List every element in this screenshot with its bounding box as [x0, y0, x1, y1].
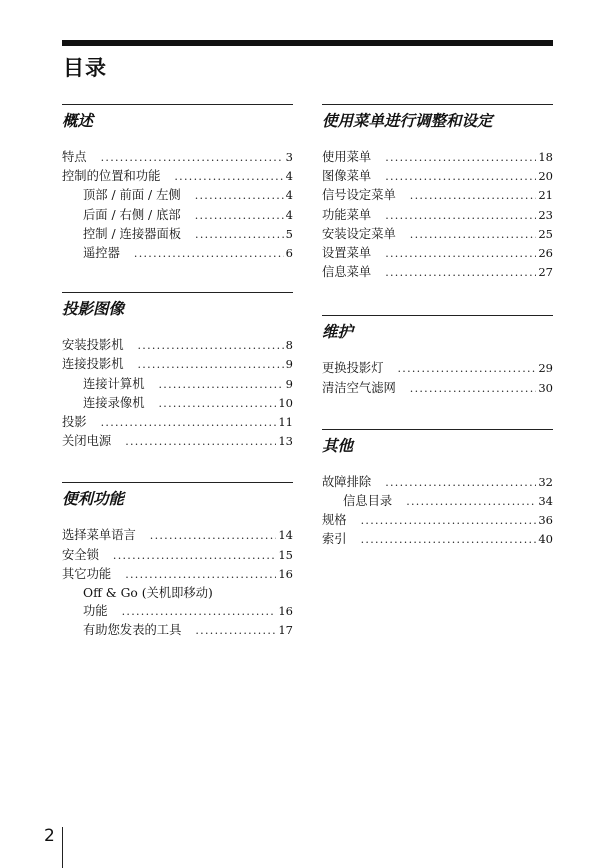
title-rule	[62, 40, 553, 46]
dot-leader	[410, 226, 537, 244]
toc-page-number: 4	[285, 207, 293, 222]
toc-page-number: 4	[285, 169, 293, 184]
dot-leader	[101, 149, 284, 167]
toc-entry[interactable]	[322, 473, 553, 492]
dot-leader	[125, 433, 276, 451]
toc-entry-text: 后面 / 右侧 / 底部	[83, 207, 181, 222]
dot-leader	[138, 356, 284, 374]
toc-page-number: 20	[538, 169, 553, 184]
dot-leader	[174, 168, 283, 186]
toc-section	[62, 292, 293, 451]
toc-entry[interactable]	[322, 244, 553, 263]
toc-entry-text: 控制 / 连接器面板	[83, 226, 182, 241]
toc-page-number: 25	[538, 226, 553, 241]
toc-page-number: 9	[285, 376, 293, 391]
section-title: 概述	[62, 112, 94, 130]
toc-entry-text: 投影	[62, 415, 87, 430]
toc-entry[interactable]	[62, 225, 293, 244]
toc-page-number: 23	[538, 207, 553, 222]
toc-section	[62, 482, 293, 640]
toc-entry[interactable]	[62, 621, 293, 640]
toc-entry-text: 索引	[322, 532, 347, 547]
toc-page-number: 27	[538, 265, 553, 280]
toc-entry-text: 图像菜单	[322, 169, 372, 184]
dot-leader	[410, 380, 537, 398]
toc-entry-text: 使用菜单	[322, 150, 372, 164]
toc-entry[interactable]	[322, 530, 553, 549]
section-title: 使用菜单进行调整和设定	[322, 112, 493, 130]
toc-entry[interactable]	[62, 394, 293, 413]
toc-entry[interactable]	[62, 432, 293, 451]
toc-column-right	[322, 104, 553, 550]
toc-entry[interactable]	[62, 546, 293, 565]
toc-entry-text: 规格	[322, 513, 347, 528]
toc-entry-text: Off & Go (关机即移动)	[83, 586, 213, 601]
dot-leader	[159, 376, 284, 394]
dot-leader	[385, 168, 536, 186]
toc-entry[interactable]	[322, 148, 553, 167]
toc-column-left	[62, 104, 293, 641]
toc-entry[interactable]	[62, 186, 293, 205]
dot-leader	[385, 264, 536, 282]
toc-page-number: 3	[285, 150, 293, 164]
toc-entry[interactable]	[62, 355, 293, 374]
toc-entry-text: 故障排除	[322, 474, 372, 489]
toc-section	[322, 429, 553, 550]
toc-entry[interactable]	[62, 565, 293, 584]
section-title: 其他	[322, 436, 354, 455]
toc-entry-text: 选择菜单语言	[62, 528, 136, 543]
dot-leader	[134, 245, 284, 263]
toc-entry-text: 顶部 / 前面 / 左侧	[83, 188, 181, 203]
toc-entry[interactable]	[62, 167, 293, 186]
toc-entry-text: 有助您发表的工具	[83, 623, 182, 638]
dot-leader	[361, 512, 537, 530]
dot-leader	[195, 207, 284, 225]
dot-leader	[101, 414, 277, 432]
toc-entry-text: 其它功能	[62, 566, 112, 581]
dot-leader	[138, 337, 284, 355]
toc-entry-text: 安装设定菜单	[322, 226, 396, 241]
dot-leader	[125, 566, 276, 584]
toc-page-number: 14	[278, 528, 293, 543]
toc-entry[interactable]	[62, 526, 293, 545]
dot-leader	[385, 474, 536, 492]
section-title: 投影图像	[62, 300, 125, 319]
toc-entry-text: 信息菜单	[322, 265, 372, 280]
toc-entry-text: 设置菜单	[322, 246, 372, 261]
dot-leader	[406, 493, 536, 511]
toc-entry-text: 遥控器	[83, 246, 120, 261]
dot-leader	[122, 603, 277, 621]
toc-entry[interactable]	[62, 336, 293, 355]
toc-entry-text: 更换投影灯	[322, 361, 384, 376]
dot-leader	[398, 360, 537, 378]
toc-entry-text: 连接投影机	[62, 357, 124, 372]
toc-page-number: 10	[278, 395, 293, 410]
page-number: 2	[44, 826, 55, 846]
dot-leader	[195, 226, 284, 244]
toc-page-number: 4	[285, 188, 293, 203]
page-title: 目录	[63, 56, 107, 80]
toc-entry-text: 关闭电源	[62, 434, 112, 449]
toc-entry[interactable]	[322, 492, 553, 511]
toc-page-number: 32	[538, 474, 553, 489]
toc-entry-text: 特点	[62, 150, 87, 164]
toc-page-number: 29	[538, 361, 553, 376]
dot-leader	[385, 245, 536, 263]
toc-page-number: 11	[278, 415, 293, 430]
toc-entry[interactable]	[62, 244, 293, 263]
toc-page-number: 26	[538, 246, 553, 261]
toc-page-number: 16	[278, 604, 293, 619]
toc-entry[interactable]	[322, 511, 553, 530]
footer-rule	[62, 827, 63, 868]
toc-entry[interactable]	[322, 225, 553, 244]
toc-page-number: 13	[278, 434, 293, 449]
dot-leader	[150, 527, 277, 545]
toc-entry-text: 连接计算机	[83, 376, 145, 391]
dot-leader	[159, 395, 277, 413]
toc-section	[62, 104, 293, 263]
toc-entry[interactable]	[322, 167, 553, 186]
toc-entry[interactable]	[62, 148, 293, 167]
toc-page-number: 17	[278, 623, 293, 638]
toc-entry[interactable]	[62, 375, 293, 394]
dot-leader	[195, 622, 276, 640]
toc-entry-text: 清洁空气滤网	[322, 380, 396, 395]
toc-entry[interactable]	[322, 206, 553, 225]
dot-leader	[385, 149, 536, 167]
toc-entry[interactable]	[322, 263, 553, 282]
toc-page-number: 18	[538, 150, 553, 164]
toc-entry[interactable]	[322, 379, 553, 398]
toc-page-number: 36	[538, 513, 553, 528]
dot-leader	[410, 187, 537, 205]
toc-entry-text: 控制的位置和功能	[62, 169, 161, 184]
dot-leader	[385, 207, 536, 225]
toc-entry-text: 功能菜单	[322, 207, 372, 222]
toc-page-number: 15	[278, 547, 293, 562]
dot-leader	[361, 531, 537, 549]
toc-entry-text: 连接录像机	[83, 395, 145, 410]
toc-page-number: 34	[538, 494, 553, 509]
toc-entry-text: 信息目录	[343, 494, 393, 509]
dot-leader	[113, 547, 276, 565]
toc-entry-text: 功能	[83, 604, 108, 619]
toc-page-number: 6	[285, 246, 293, 261]
toc-page-number: 5	[285, 226, 293, 241]
toc-page-number: 9	[285, 357, 293, 372]
toc-page-number: 40	[538, 532, 553, 547]
section-title: 维护	[322, 323, 354, 342]
dot-leader	[195, 187, 284, 205]
toc-section	[322, 315, 553, 397]
toc-entry[interactable]	[322, 359, 553, 378]
toc-entry[interactable]	[62, 413, 293, 432]
toc-entry-text: 安装投影机	[62, 338, 124, 353]
toc-entry[interactable]	[62, 602, 293, 621]
toc-entry-text: 信号设定菜单	[322, 188, 396, 203]
toc-entry[interactable]	[322, 186, 553, 205]
section-title: 便利功能	[62, 490, 125, 509]
toc-entry[interactable]	[62, 206, 293, 225]
toc-page-number: 30	[538, 380, 553, 395]
toc-page-number: 21	[538, 188, 553, 203]
toc-section	[322, 104, 553, 282]
toc-entry-text: 安全锁	[62, 547, 99, 562]
toc-page-number: 8	[285, 338, 293, 353]
toc-page-number: 16	[278, 566, 293, 581]
